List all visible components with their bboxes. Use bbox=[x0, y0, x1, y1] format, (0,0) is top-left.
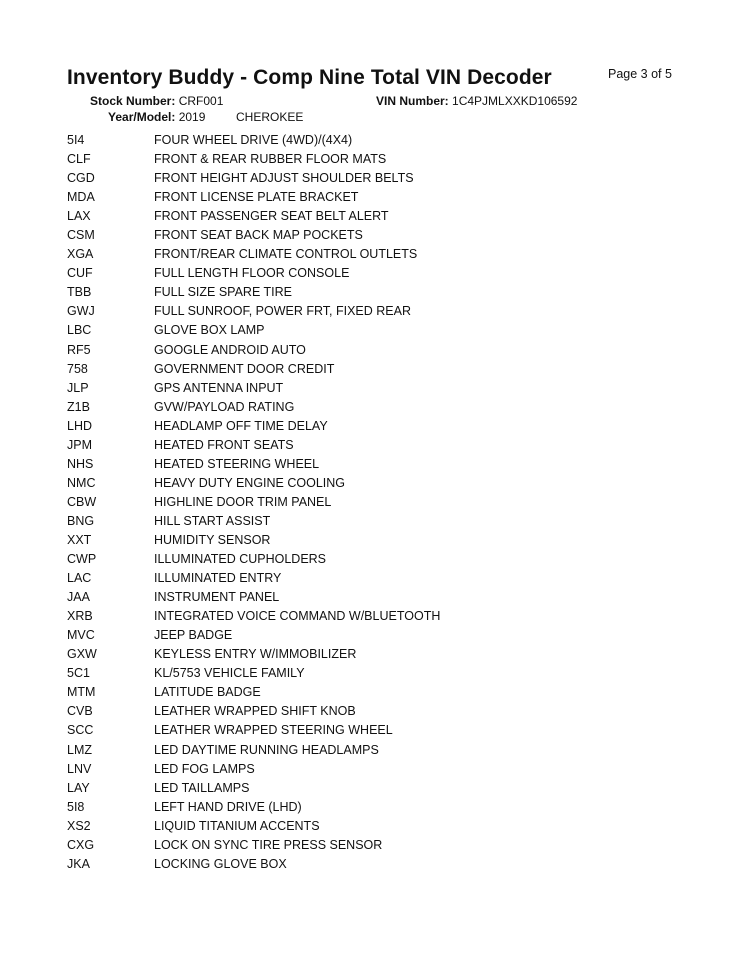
option-code: 5I8 bbox=[67, 799, 85, 814]
option-code: XRB bbox=[67, 609, 93, 624]
option-description: GPS ANTENNA INPUT bbox=[154, 380, 284, 395]
vin-number-label: VIN Number: bbox=[376, 94, 449, 108]
option-code: LMZ bbox=[67, 742, 92, 757]
list-item bbox=[67, 645, 707, 664]
list-item bbox=[67, 512, 707, 531]
option-code: MDA bbox=[67, 190, 95, 205]
option-code: SCC bbox=[67, 723, 94, 738]
option-description: GLOVE BOX LAMP bbox=[154, 323, 265, 338]
list-item bbox=[67, 264, 707, 283]
list-item bbox=[67, 569, 707, 588]
list-item bbox=[67, 721, 707, 740]
option-description: FULL SIZE SPARE TIRE bbox=[154, 285, 293, 300]
vin-number bbox=[376, 94, 577, 108]
option-code: TBB bbox=[67, 285, 92, 300]
option-description: HEADLAMP OFF TIME DELAY bbox=[154, 418, 328, 433]
list-item bbox=[67, 607, 707, 626]
option-description: LED DAYTIME RUNNING HEADLAMPS bbox=[154, 742, 379, 757]
list-item bbox=[67, 683, 707, 702]
year-model-label: Year/Model: bbox=[108, 110, 176, 124]
list-item bbox=[67, 493, 707, 512]
list-item bbox=[67, 302, 707, 321]
option-code: CWP bbox=[67, 552, 97, 567]
option-list bbox=[67, 131, 707, 874]
option-code: LAX bbox=[67, 209, 91, 224]
option-description: GOOGLE ANDROID AUTO bbox=[154, 342, 306, 357]
option-code: LNV bbox=[67, 761, 92, 776]
stock-number-value: CRF001 bbox=[178, 94, 224, 108]
option-description: LOCK ON SYNC TIRE PRESS SENSOR bbox=[154, 837, 383, 852]
option-code: XGA bbox=[67, 247, 94, 262]
option-code: JPM bbox=[67, 437, 92, 452]
stock-number-label: Stock Number: bbox=[90, 94, 176, 108]
list-item bbox=[67, 169, 707, 188]
option-code: MVC bbox=[67, 628, 95, 643]
stock-number bbox=[90, 94, 223, 108]
option-description: HEATED STEERING WHEEL bbox=[154, 456, 320, 471]
option-code: GXW bbox=[67, 647, 97, 662]
option-code: 5I4 bbox=[67, 133, 85, 147]
list-item bbox=[67, 588, 707, 607]
option-code: LAY bbox=[67, 780, 90, 795]
list-item bbox=[67, 531, 707, 550]
list-item bbox=[67, 836, 707, 855]
option-description: FRONT & REAR RUBBER FLOOR MATS bbox=[154, 152, 387, 167]
option-code: NMC bbox=[67, 475, 96, 490]
option-description: FULL LENGTH FLOOR CONSOLE bbox=[154, 266, 350, 281]
list-item bbox=[67, 741, 707, 760]
option-code: CUF bbox=[67, 266, 93, 281]
option-code: JKA bbox=[67, 856, 90, 871]
option-code: XS2 bbox=[67, 818, 91, 833]
option-description: LED FOG LAMPS bbox=[154, 761, 255, 776]
list-item bbox=[67, 360, 707, 379]
option-code: CBW bbox=[67, 494, 97, 509]
option-code: BNG bbox=[67, 513, 95, 528]
option-description: LIQUID TITANIUM ACCENTS bbox=[154, 818, 320, 833]
option-description: GVW/PAYLOAD RATING bbox=[154, 399, 295, 414]
model-value: CHEROKEE bbox=[236, 110, 304, 124]
list-item bbox=[67, 798, 707, 817]
list-item bbox=[67, 379, 707, 398]
option-code: LAC bbox=[67, 571, 92, 586]
option-description: LATITUDE BADGE bbox=[154, 685, 261, 700]
option-description: HEAVY DUTY ENGINE COOLING bbox=[154, 475, 346, 490]
vin-number-value: 1C4PJMLXXKD106592 bbox=[452, 94, 578, 108]
option-code: GWJ bbox=[67, 304, 95, 319]
list-item bbox=[67, 760, 707, 779]
option-code: 5C1 bbox=[67, 666, 90, 681]
list-item bbox=[67, 188, 707, 207]
list-item bbox=[67, 131, 707, 150]
option-code: CSM bbox=[67, 228, 95, 243]
option-code: NHS bbox=[67, 456, 94, 471]
option-description: LEFT HAND DRIVE (LHD) bbox=[154, 799, 302, 814]
option-description: INSTRUMENT PANEL bbox=[154, 590, 280, 605]
option-code: JAA bbox=[67, 590, 90, 605]
list-item bbox=[67, 283, 707, 302]
option-code: CGD bbox=[67, 171, 95, 186]
list-item bbox=[67, 150, 707, 169]
option-description: FRONT SEAT BACK MAP POCKETS bbox=[154, 228, 363, 243]
option-code: 758 bbox=[67, 361, 88, 376]
list-item bbox=[67, 626, 707, 645]
list-item bbox=[67, 436, 707, 455]
option-description: FRONT HEIGHT ADJUST SHOULDER BELTS bbox=[154, 171, 414, 186]
option-code: XXT bbox=[67, 532, 92, 547]
list-item bbox=[67, 398, 707, 417]
list-item bbox=[67, 341, 707, 360]
option-description: HILL START ASSIST bbox=[154, 513, 271, 528]
list-item bbox=[67, 321, 707, 340]
option-code: JLP bbox=[67, 380, 89, 395]
option-description: ILLUMINATED ENTRY bbox=[154, 571, 282, 586]
option-code: RF5 bbox=[67, 342, 91, 357]
year-value: 2019 bbox=[178, 110, 206, 124]
option-code: CVB bbox=[67, 704, 93, 719]
option-code: CLF bbox=[67, 152, 91, 167]
option-description: HUMIDITY SENSOR bbox=[154, 532, 271, 547]
option-description: INTEGRATED VOICE COMMAND W/BLUETOOTH bbox=[154, 609, 441, 624]
list-item bbox=[67, 855, 707, 874]
option-description: ILLUMINATED CUPHOLDERS bbox=[154, 552, 327, 567]
list-item bbox=[67, 455, 707, 474]
list-item bbox=[67, 474, 707, 493]
option-description: FRONT LICENSE PLATE BRACKET bbox=[154, 190, 359, 205]
option-description: LEATHER WRAPPED STEERING WHEEL bbox=[154, 723, 393, 738]
list-item bbox=[67, 664, 707, 683]
option-code: MTM bbox=[67, 685, 96, 700]
document-title: Inventory Buddy - Comp Nine Total VIN Decoder bbox=[67, 66, 552, 89]
option-code: CXG bbox=[67, 837, 95, 852]
list-item bbox=[67, 817, 707, 836]
option-description: FRONT PASSENGER SEAT BELT ALERT bbox=[154, 209, 389, 224]
year-model bbox=[108, 110, 205, 124]
option-description: FRONT/REAR CLIMATE CONTROL OUTLETS bbox=[154, 247, 418, 262]
option-description: FULL SUNROOF, POWER FRT, FIXED REAR bbox=[154, 304, 411, 319]
list-item bbox=[67, 417, 707, 436]
option-description: FOUR WHEEL DRIVE (4WD)/(4X4) bbox=[154, 133, 353, 147]
option-description: HEATED FRONT SEATS bbox=[154, 437, 294, 452]
option-description: HIGHLINE DOOR TRIM PANEL bbox=[154, 494, 332, 509]
option-code: LHD bbox=[67, 418, 93, 433]
option-description: LED TAILLAMPS bbox=[154, 780, 250, 795]
list-item bbox=[67, 550, 707, 569]
list-item bbox=[67, 245, 707, 264]
option-description: KL/5753 VEHICLE FAMILY bbox=[154, 666, 305, 681]
option-description: LEATHER WRAPPED SHIFT KNOB bbox=[154, 704, 356, 719]
list-item bbox=[67, 702, 707, 721]
list-item bbox=[67, 207, 707, 226]
option-code: LBC bbox=[67, 323, 92, 338]
list-item bbox=[67, 226, 707, 245]
option-description: JEEP BADGE bbox=[154, 628, 233, 643]
page-number: Page 3 of 5 bbox=[608, 67, 672, 81]
option-description: GOVERNMENT DOOR CREDIT bbox=[154, 361, 335, 376]
option-code: Z1B bbox=[67, 399, 90, 414]
option-description: KEYLESS ENTRY W/IMMOBILIZER bbox=[154, 647, 357, 662]
list-item bbox=[67, 779, 707, 798]
option-description: LOCKING GLOVE BOX bbox=[154, 856, 287, 871]
